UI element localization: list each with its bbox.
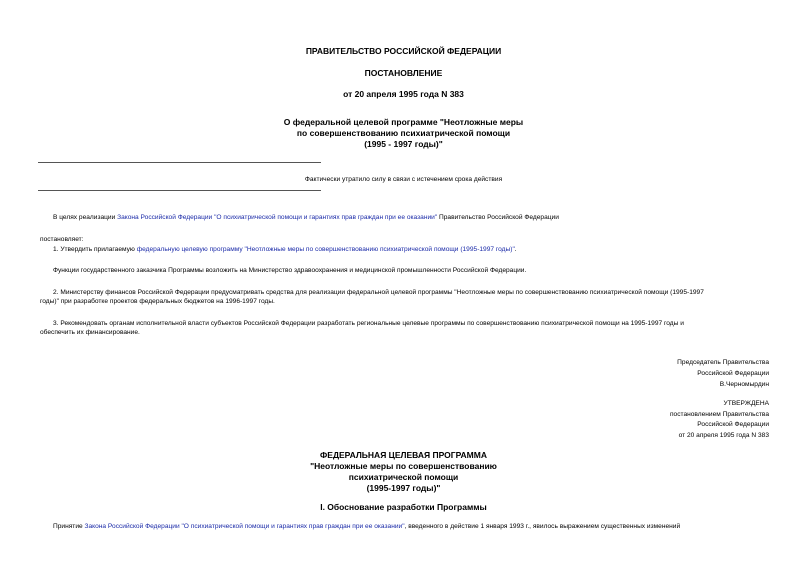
intro-suffix: Правительство Российской Федерации	[437, 214, 559, 221]
item-1	[53, 245, 517, 254]
approved-line-3: Российской Федерации	[697, 421, 769, 428]
program-title-line-4: (1995-1997 годы)"	[366, 483, 441, 493]
document-title-line-3: (1995 - 1997 годы)"	[364, 139, 443, 149]
program-title-line-1: ФЕДЕРАЛЬНАЯ ЦЕЛЕВАЯ ПРОГРАММА	[320, 450, 487, 460]
item-3-line-1: 3. Рекомендовать органам исполнительной власти субъектов Российской Федерации разработать региональные целевые программы по совершенствованию психиатрической помощи на 1995-1997 годы и	[53, 320, 684, 327]
item-2-line-1: 2. Министерству финансов Российской Федерации предусматривать средства для реализации федеральной целевой программы "Неотложные меры по совершенствованию психиатрической помощи (1995-1997	[53, 289, 704, 296]
program-title-line-3: психиатрической помощи	[348, 472, 459, 482]
last-paragraph-suffix: , введенного в действие 1 января 1993 г., явилось выражением существенных изменений	[404, 523, 681, 530]
item-2-line-2: годы)" при разработке проектов федеральных бюджетов на 1996-1997 годы.	[40, 298, 275, 305]
last-paragraph-prefix: Принятие	[53, 523, 85, 530]
last-paragraph	[53, 522, 767, 531]
approved-line-1: УТВЕРЖДЕНА	[723, 400, 769, 407]
status-note: Фактически утратило силу в связи с истечением срока действия	[304, 176, 503, 183]
item-1-suffix: .	[514, 246, 517, 253]
intro-prefix: В целях реализации	[53, 214, 118, 221]
item-1-prefix: 1. Утвердить прилагаемую	[53, 246, 137, 253]
document-type: ПОСТАНОВЛЕНИЕ	[364, 68, 443, 78]
document-date-number: от 20 апреля 1995 года N 383	[343, 89, 464, 99]
law-link[interactable]: Закона Российской Федерации "О психиатрической помощи и гарантиях прав граждан при ее оказании"	[117, 214, 438, 221]
section-1-heading: I. Обоснование разработки Программы	[320, 502, 487, 512]
intro-paragraph	[53, 213, 559, 222]
program-link[interactable]: федеральную целевую программу "Неотложные меры по совершенствованию психиатрической помощи (1995-1997 годы)"	[136, 246, 515, 253]
approved-line-2: постановлением Правительства	[669, 411, 769, 418]
law-link-2[interactable]: Закона Российской Федерации "О психиатрической помощи и гарантиях прав граждан при ее оказании"	[84, 523, 405, 530]
divider-top	[38, 162, 321, 163]
document-title-line-2: по совершенствованию психиатрической помощи	[296, 128, 511, 138]
signature-line-1: Председатель Правительства	[677, 359, 769, 366]
decides-text: постановляет:	[40, 236, 84, 243]
program-title-line-2: "Неотложные меры по совершенствованию	[310, 461, 497, 471]
government-heading: ПРАВИТЕЛЬСТВО РОССИЙСКОЙ ФЕДЕРАЦИИ	[305, 46, 502, 56]
divider-bottom	[38, 190, 321, 191]
document-title-line-1: О федеральной целевой программе "Неотложные меры	[283, 117, 524, 127]
approved-line-4: от 20 апреля 1995 года N 383	[678, 432, 769, 439]
signature-line-2: Российской Федерации	[697, 370, 769, 377]
signature-name: В.Черномырдин	[719, 381, 769, 388]
item-3-line-2: обеспечить их финансирование.	[40, 329, 140, 336]
functions-paragraph: Функции государственного заказчика Программы возложить на Министерство здравоохранения и медицинской промышленности Российской Федерации.	[53, 267, 527, 274]
